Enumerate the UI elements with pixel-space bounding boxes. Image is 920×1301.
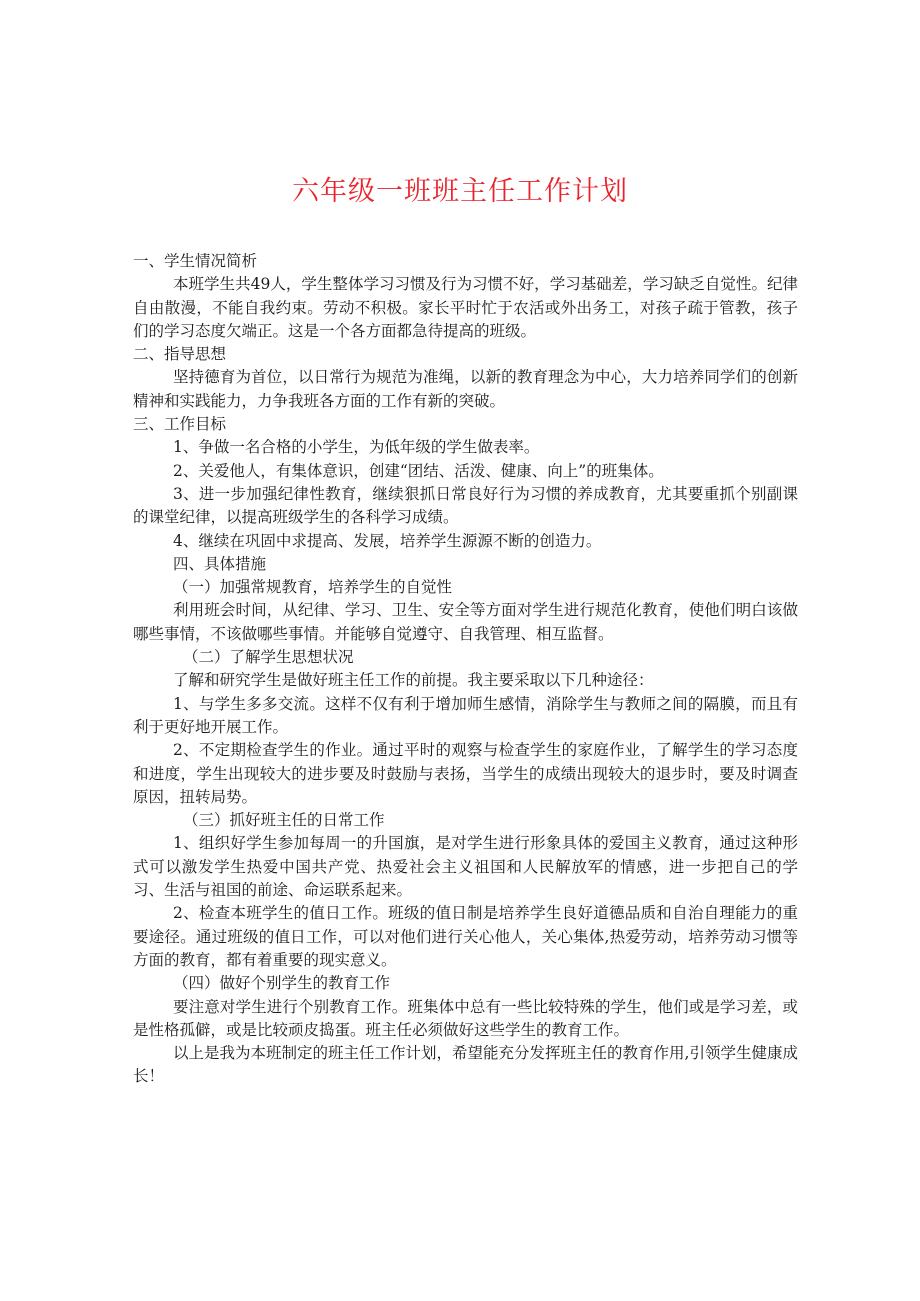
section-heading-2: 二、指导思想 bbox=[133, 345, 227, 364]
goal-item-3: 3、进一步加强纪律性教育，继续狠抓日常良好行为习惯的养成教育，尤其要重抓个别副课的课堂纪律，以提高班级学生的各科学习成绩。 bbox=[133, 484, 798, 527]
section-heading-1: 一、学生情况简析 bbox=[133, 252, 258, 270]
subsection-heading-3: （三）抓好班主任的日常工作 bbox=[183, 811, 385, 830]
goal-item-4: 4、继续在巩固中求提高、发展，培养学生源源不断的创造力。 bbox=[173, 531, 602, 550]
goal-item-2: 2、关爱他人，有集体意识，创建“团结、活泼、健康、向上”的班集体。 bbox=[173, 461, 664, 480]
subsection-3-item-2: 2、检查本班学生的值日工作。班级的值日制是培养学生良好道德品质和自治自理能力的重要途径。通过班级的值日工作，可以对他们进行关心他人，关心集体,热爱劳动，培养劳动习惯等方面的教育，都有着重要的现实意义。 bbox=[133, 904, 798, 969]
subsection-4-paragraph: 要注意对学生进行个别教育工作。班集体中总有一些比较特殊的学生，他们或是学习差，或是性格孤僻，或是比较顽皮捣蛋。班主任必须做好这些学生的教育工作。 bbox=[133, 997, 798, 1039]
document-title: 六年级一班班主任工作计划 bbox=[292, 176, 628, 207]
subsection-2-intro: 了解和研究学生是做好班主任工作的前提。我主要采取以下几种途径： bbox=[173, 671, 654, 690]
subsection-2-item-2: 2、不定期检查学生的作业。通过平时的观察与检查学生的家庭作业，了解学生的学习态度和进度，学生出现较大的进步要及时鼓励与表扬，当学生的成绩出现较大的退步时，要及时调查原因，扭转局势。 bbox=[133, 741, 798, 806]
subsection-1-paragraph: 利用班会时间，从纪律、学习、卫生、安全等方面对学生进行规范化教育，使他们明白该做哪些事情，不该做哪些事情。并能够自觉遵守、自我管理、相互监督。 bbox=[133, 601, 798, 643]
goal-item-1: 1、争做一名合格的小学生，为低年级的学生做表率。 bbox=[173, 438, 540, 457]
document-body bbox=[133, 250, 798, 1089]
subsection-heading-2: （二）了解学生思想状况 bbox=[183, 648, 354, 667]
section-2-paragraph: 坚持德育为首位，以日常行为规范为准绳，以新的教育理念为中心，大力培养同学们的创新精神和实践能力，力争我班各方面的工作有新的突破。 bbox=[133, 368, 798, 410]
subsection-heading-4: （四）做好个别学生的教育工作 bbox=[173, 974, 391, 993]
subsection-heading-1: （一）加强常规教育，培养学生的自觉性 bbox=[173, 578, 453, 597]
closing-paragraph: 以上是我为本班制定的班主任工作计划，希望能充分发挥班主任的教育作用,引领学生健康成长！ bbox=[133, 1044, 798, 1086]
subsection-3-item-1: 1、组织好学生参加每周一的升国旗，是对学生进行形象具体的爱国主义教育，通过这种形式可以激发学生热爱中国共产党、热爱社会主义祖国和人民解放军的情感，进一步把自己的学习、生活与祖国的前途、命运联系起来。 bbox=[133, 834, 798, 900]
section-heading-3: 三、工作目标 bbox=[133, 415, 227, 434]
subsection-2-item-1: 1、与学生多多交流。这样不仅有利于增加师生感情，消除学生与教师之间的隔膜，而且有利于更好地开展工作。 bbox=[133, 694, 798, 736]
section-1-paragraph: 本班学生共49人，学生整体学习习惯及行为习惯不好，学习基础差，学习缺乏自觉性。纪律自由散漫，不能自我约束。劳动不积极。家长平时忙于农活或外出务工，对孩子疏于管教，孩子们的学习态度欠端正。这是一个各方面都急待提高的班级。 bbox=[133, 275, 798, 340]
section-heading-4: 四、具体措施 bbox=[173, 554, 267, 573]
